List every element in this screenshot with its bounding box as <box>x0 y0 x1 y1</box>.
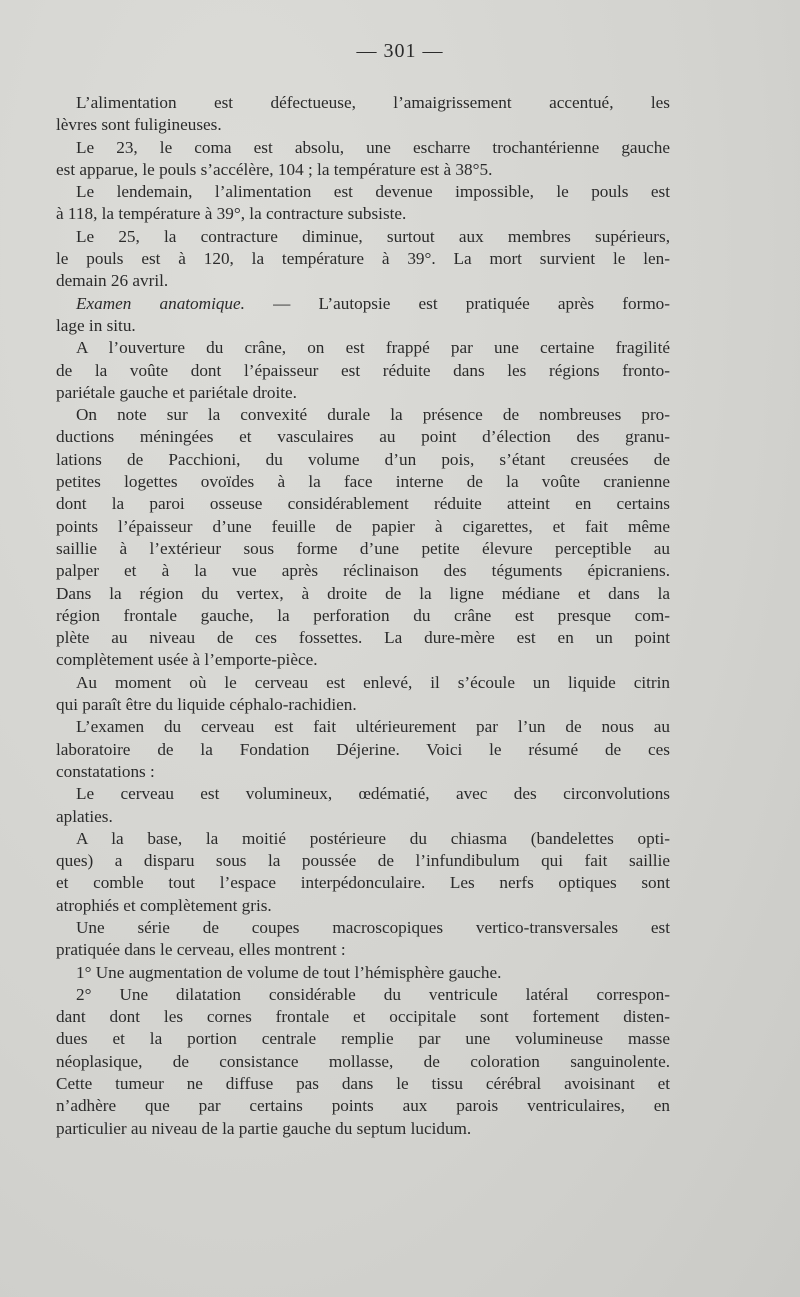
text-line: Dans la région du vertex, à droite de la ligne médiane et dans la <box>56 583 670 603</box>
text-line: L’examen du cerveau est fait ultérieurement par l’un de nous au <box>76 717 670 737</box>
page-number: — 301 — <box>356 40 444 62</box>
body-text <box>56 92 670 1140</box>
text-line: lage in situ. <box>56 315 136 335</box>
text-line: et comble tout l’espace interpédonculaire. Les nerfs optiques sont <box>56 873 670 893</box>
text-line: dues et la portion centrale remplie par une volumineuse masse <box>56 1029 670 1049</box>
text-line: Le 25, la contracture diminue, surtout aux membres supérieurs, <box>76 226 670 246</box>
text-line: Cette tumeur ne diffuse pas dans le tissu cérébral avoisinant et <box>56 1074 670 1094</box>
text-fragment: — L’autopsie est pratiquée après formo- <box>244 293 670 313</box>
text-line: A la base, la moitié postérieure du chiasma (bandelettes opti- <box>76 828 670 848</box>
text-line: à 118, la température à 39°, la contracture subsiste. <box>56 204 407 224</box>
text-line: 1° Une augmentation de volume de tout l’hémisphère gauche. <box>76 962 502 982</box>
text-line: atrophiés et complètement gris. <box>56 895 272 915</box>
text-line: Le lendemain, l’alimentation est devenue impossible, le pouls est <box>76 182 670 202</box>
text-line: L’alimentation est défectueuse, l’amaigrissement accentué, les <box>76 93 670 112</box>
text-line: région frontale gauche, la perforation du crâne est presque com- <box>56 605 670 625</box>
text-line: particulier au niveau de la partie gauche du septum lucidum. <box>56 1118 472 1138</box>
text-line: saillie à l’extérieur sous forme d’une petite élevure perceptible au <box>56 538 670 558</box>
text-line: lations de Pacchioni, du volume d’un pois, s’étant creusées de <box>56 449 670 469</box>
text-line: Au moment où le cerveau est enlevé, il s’écoule un liquide citrin <box>76 672 670 692</box>
text-line: points l’épaisseur d’une feuille de papier à cigarettes, et fait même <box>56 516 670 536</box>
text-line: ques) a disparu sous la poussée de l’infundibulum qui fait saillie <box>56 851 670 871</box>
text-line: Le 23, le coma est absolu, une escharre trochantérienne gauche <box>76 137 670 157</box>
text-line: pratiquée dans le cerveau, elles montrent : <box>56 940 346 960</box>
text-line: qui paraît être du liquide céphalo-rachidien. <box>56 695 357 715</box>
text-line: est apparue, le pouls s’accélère, 104 ; la température est à 38°5. <box>56 159 493 179</box>
text-line: complètement usée à l’emporte-pièce. <box>56 650 318 670</box>
text-line: laboratoire de la Fondation Déjerine. Voici le résumé de ces <box>56 739 670 759</box>
text-line: de la voûte dont l’épaisseur est réduite dans les régions fronto- <box>56 360 670 380</box>
text-line: 2° Une dilatation considérable du ventricule latéral correspon- <box>76 984 670 1004</box>
text-line: palper et à la vue après réclinaison des téguments épicraniens. <box>56 561 670 581</box>
text-line: A l’ouverture du crâne, on est frappé par une certaine fragilité <box>76 338 670 358</box>
text-line: plète au niveau de ces fossettes. La dure-mère est en un point <box>56 628 670 648</box>
text-line: le pouls est à 120, la température à 39°. La mort survient le len- <box>56 249 670 269</box>
text-line: pariétale gauche et pariétale droite. <box>56 382 297 402</box>
text-line: dont la paroi osseuse considérablement réduite atteint en certains <box>56 494 670 514</box>
text-line: Une série de coupes macroscopiques vertico-transversales est <box>76 917 670 937</box>
text-line: lèvres sont fuligineuses. <box>56 115 222 135</box>
text-line: ductions méningées et vasculaires au point d’élection des granu- <box>56 427 670 447</box>
text-line: Le cerveau est volumineux, œdématié, avec des circonvolutions <box>76 784 670 804</box>
text-line: dant dont les cornes frontale et occipitale sont fortement disten- <box>56 1007 670 1027</box>
text-line: néoplasique, de consistance mollasse, de coloration sanguinolente. <box>56 1051 670 1071</box>
text-line: On note sur la convexité durale la présence de nombreuses pro- <box>76 405 670 425</box>
section-heading: Examen anatomique. <box>76 293 245 313</box>
text-line: constatations : <box>56 761 155 781</box>
text-line <box>56 293 670 315</box>
text-line: aplaties. <box>56 806 113 826</box>
text-line: n’adhère que par certains points aux parois ventriculaires, en <box>56 1096 670 1116</box>
text-line: petites logettes ovoïdes à la face interne de la voûte cranienne <box>56 472 670 492</box>
text-line: demain 26 avril. <box>56 271 169 291</box>
